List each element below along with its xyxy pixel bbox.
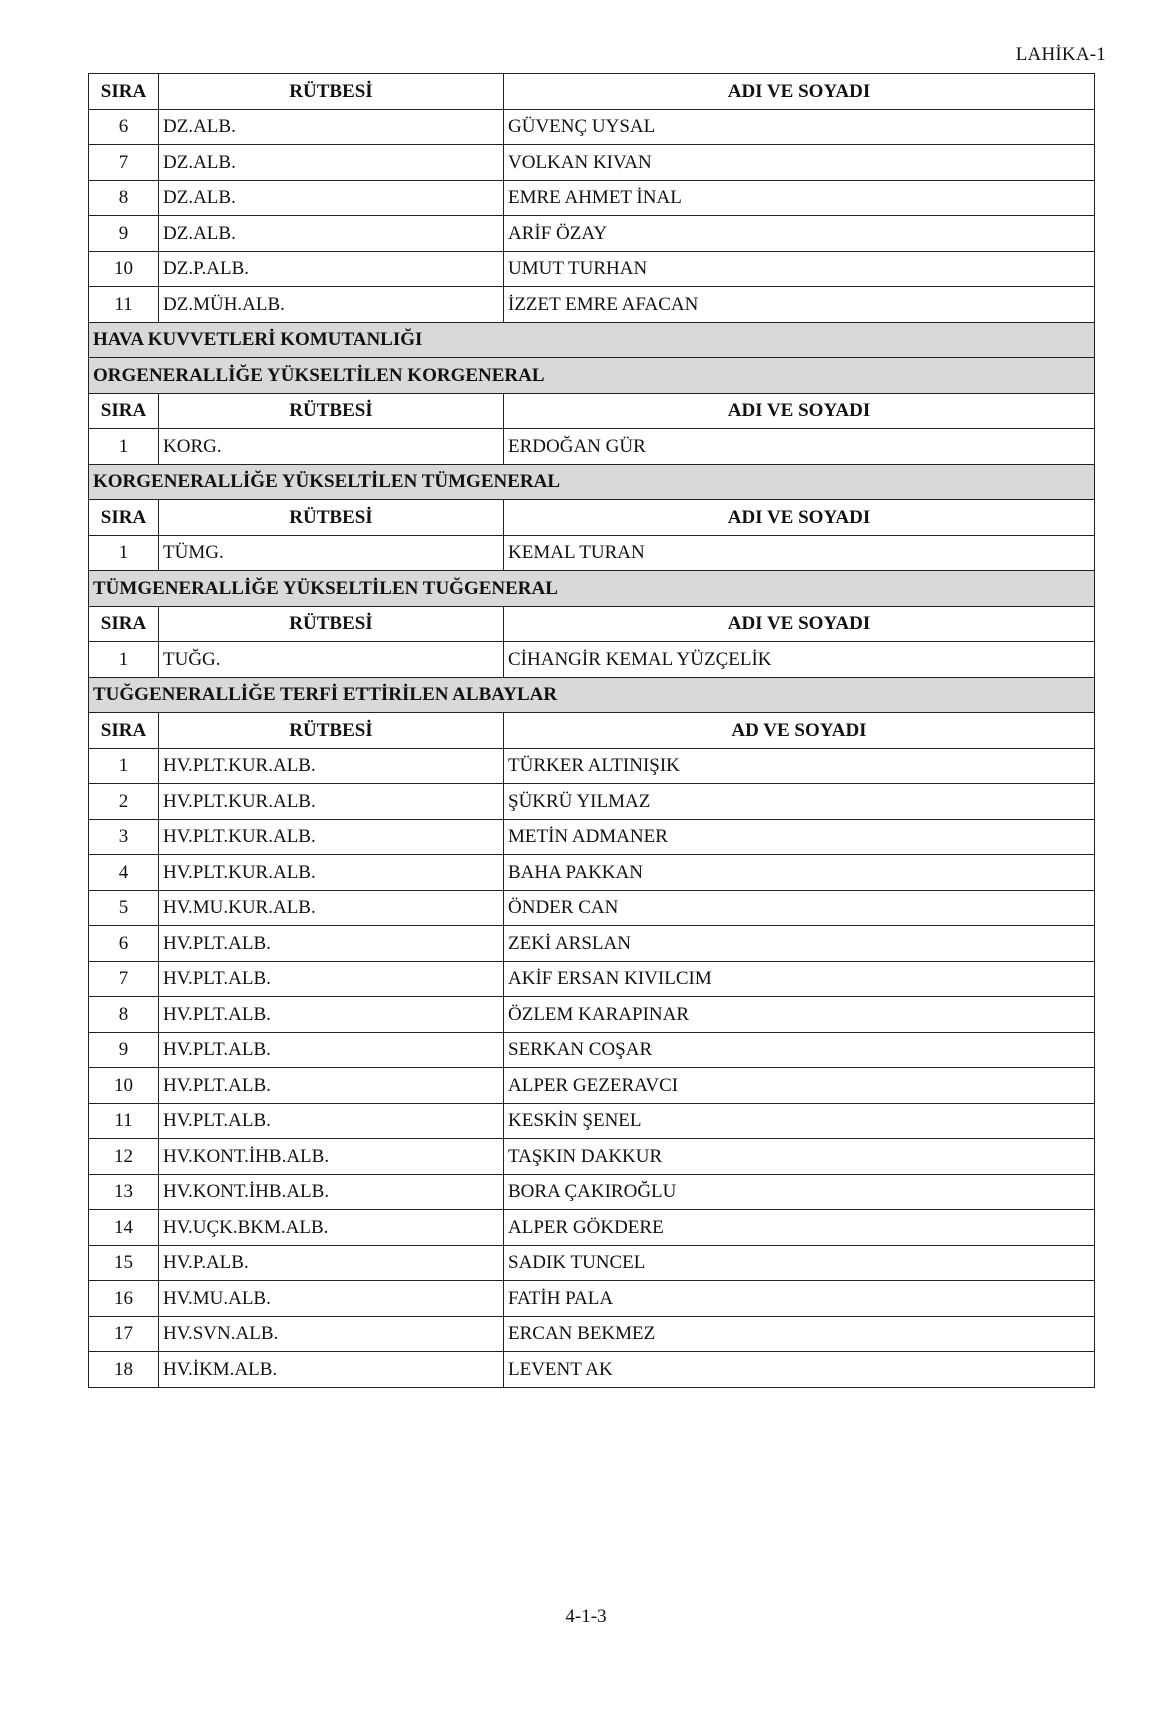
row-sira-cell: 11 — [89, 1103, 159, 1139]
table-row — [89, 1316, 1095, 1352]
row-rank-cell: DZ.MÜH.ALB. — [159, 287, 504, 323]
table-row — [89, 926, 1095, 962]
column-header-sira: SIRA — [89, 500, 159, 536]
row-rank-cell: HV.PLT.ALB. — [159, 1032, 504, 1068]
table-row — [89, 784, 1095, 820]
row-name-cell: VOLKAN KIVAN — [504, 145, 1095, 181]
section-heading: ORGENERALLİĞE YÜKSELTİLEN KORGENERAL — [89, 358, 1095, 394]
table-row — [89, 642, 1095, 678]
row-name-cell: ERCAN BEKMEZ — [504, 1316, 1095, 1352]
table-row — [89, 429, 1095, 465]
row-sira-cell: 6 — [89, 926, 159, 962]
row-name-cell: SADIK TUNCEL — [504, 1245, 1095, 1281]
personnel-table-body — [89, 74, 1095, 1388]
section-heading-row — [89, 677, 1095, 713]
row-name-cell: ALPER GEZERAVCI — [504, 1068, 1095, 1104]
row-rank-cell: KORG. — [159, 429, 504, 465]
column-header-rank: RÜTBESİ — [159, 713, 504, 749]
row-sira-cell: 1 — [89, 535, 159, 571]
row-rank-cell: DZ.ALB. — [159, 109, 504, 145]
table-row — [89, 855, 1095, 891]
row-name-cell: KEMAL TURAN — [504, 535, 1095, 571]
row-name-cell: ALPER GÖKDERE — [504, 1210, 1095, 1246]
row-name-cell: UMUT TURHAN — [504, 251, 1095, 287]
row-sira-cell: 13 — [89, 1174, 159, 1210]
column-header-rank: RÜTBESİ — [159, 606, 504, 642]
row-name-cell: ZEKİ ARSLAN — [504, 926, 1095, 962]
row-sira-cell: 10 — [89, 251, 159, 287]
row-name-cell: ÖNDER CAN — [504, 890, 1095, 926]
row-rank-cell: HV.PLT.ALB. — [159, 1068, 504, 1104]
section-heading-row — [89, 358, 1095, 394]
column-header-name: ADI VE SOYADI — [504, 74, 1095, 110]
row-rank-cell: DZ.ALB. — [159, 145, 504, 181]
row-rank-cell: HV.UÇK.BKM.ALB. — [159, 1210, 504, 1246]
row-rank-cell: HV.MU.KUR.ALB. — [159, 890, 504, 926]
section-heading: TUĞGENERALLİĞE TERFİ ETTİRİLEN ALBAYLAR — [89, 677, 1095, 713]
row-rank-cell: HV.PLT.ALB. — [159, 926, 504, 962]
row-rank-cell: HV.PLT.KUR.ALB. — [159, 748, 504, 784]
table-row — [89, 748, 1095, 784]
row-name-cell: İZZET EMRE AFACAN — [504, 287, 1095, 323]
row-sira-cell: 1 — [89, 748, 159, 784]
row-name-cell: CİHANGİR KEMAL YÜZÇELİK — [504, 642, 1095, 678]
row-sira-cell: 7 — [89, 961, 159, 997]
table-row — [89, 1103, 1095, 1139]
row-sira-cell: 16 — [89, 1281, 159, 1317]
column-header-sira: SIRA — [89, 606, 159, 642]
row-name-cell: KESKİN ŞENEL — [504, 1103, 1095, 1139]
column-header-rank: RÜTBESİ — [159, 74, 504, 110]
row-sira-cell: 18 — [89, 1352, 159, 1388]
table-header-row — [89, 500, 1095, 536]
column-header-sira: SIRA — [89, 713, 159, 749]
row-rank-cell: HV.P.ALB. — [159, 1245, 504, 1281]
row-name-cell: BORA ÇAKIROĞLU — [504, 1174, 1095, 1210]
row-rank-cell: DZ.ALB. — [159, 180, 504, 216]
row-sira-cell: 10 — [89, 1068, 159, 1104]
row-sira-cell: 1 — [89, 642, 159, 678]
row-rank-cell: HV.KONT.İHB.ALB. — [159, 1139, 504, 1175]
table-row — [89, 1032, 1095, 1068]
annex-label: LAHİKA-1 — [1015, 44, 1106, 65]
section-heading: TÜMGENERALLİĞE YÜKSELTİLEN TUĞGENERAL — [89, 571, 1095, 607]
row-rank-cell: HV.PLT.KUR.ALB. — [159, 855, 504, 891]
table-row — [89, 997, 1095, 1033]
row-sira-cell: 17 — [89, 1316, 159, 1352]
table-header-row — [89, 74, 1095, 110]
row-rank-cell: HV.İKM.ALB. — [159, 1352, 504, 1388]
row-name-cell: GÜVENÇ UYSAL — [504, 109, 1095, 145]
row-sira-cell: 15 — [89, 1245, 159, 1281]
page-number: 4-1-3 — [565, 1606, 607, 1627]
column-header-sira: SIRA — [89, 393, 159, 429]
row-name-cell: TÜRKER ALTINIŞIK — [504, 748, 1095, 784]
table-row — [89, 287, 1095, 323]
table-row — [89, 1352, 1095, 1388]
row-rank-cell: DZ.ALB. — [159, 216, 504, 252]
row-sira-cell: 11 — [89, 287, 159, 323]
column-header-name: ADI VE SOYADI — [504, 606, 1095, 642]
row-name-cell: METİN ADMANER — [504, 819, 1095, 855]
row-name-cell: TAŞKIN DAKKUR — [504, 1139, 1095, 1175]
column-header-name: ADI VE SOYADI — [504, 500, 1095, 536]
row-rank-cell: HV.MU.ALB. — [159, 1281, 504, 1317]
section-heading-row — [89, 464, 1095, 500]
row-rank-cell: HV.SVN.ALB. — [159, 1316, 504, 1352]
table-row — [89, 145, 1095, 181]
table-row — [89, 1245, 1095, 1281]
row-rank-cell: TUĞG. — [159, 642, 504, 678]
row-sira-cell: 7 — [89, 145, 159, 181]
row-sira-cell: 9 — [89, 1032, 159, 1068]
row-sira-cell: 6 — [89, 109, 159, 145]
row-sira-cell: 3 — [89, 819, 159, 855]
row-sira-cell: 8 — [89, 180, 159, 216]
table-row — [89, 1281, 1095, 1317]
table-row — [89, 890, 1095, 926]
table-row — [89, 216, 1095, 252]
row-name-cell: ŞÜKRÜ YILMAZ — [504, 784, 1095, 820]
row-name-cell: LEVENT AK — [504, 1352, 1095, 1388]
table-row — [89, 109, 1095, 145]
column-header-sira: SIRA — [89, 74, 159, 110]
row-sira-cell: 4 — [89, 855, 159, 891]
row-sira-cell: 12 — [89, 1139, 159, 1175]
table-row — [89, 1174, 1095, 1210]
row-rank-cell: HV.PLT.ALB. — [159, 961, 504, 997]
row-name-cell: AKİF ERSAN KIVILCIM — [504, 961, 1095, 997]
row-rank-cell: HV.PLT.ALB. — [159, 1103, 504, 1139]
row-name-cell: ERDOĞAN GÜR — [504, 429, 1095, 465]
column-header-name: AD VE SOYADI — [504, 713, 1095, 749]
row-rank-cell: HV.KONT.İHB.ALB. — [159, 1174, 504, 1210]
column-header-name: ADI VE SOYADI — [504, 393, 1095, 429]
row-sira-cell: 1 — [89, 429, 159, 465]
table-row — [89, 819, 1095, 855]
table-header-row — [89, 393, 1095, 429]
row-sira-cell: 2 — [89, 784, 159, 820]
row-sira-cell: 8 — [89, 997, 159, 1033]
row-rank-cell: HV.PLT.KUR.ALB. — [159, 819, 504, 855]
table-row — [89, 180, 1095, 216]
section-heading: KORGENERALLİĞE YÜKSELTİLEN TÜMGENERAL — [89, 464, 1095, 500]
row-name-cell: SERKAN COŞAR — [504, 1032, 1095, 1068]
table-row — [89, 1068, 1095, 1104]
row-rank-cell: HV.PLT.ALB. — [159, 997, 504, 1033]
section-heading-row — [89, 571, 1095, 607]
table-row — [89, 251, 1095, 287]
row-sira-cell: 14 — [89, 1210, 159, 1246]
table-header-row — [89, 713, 1095, 749]
table-row — [89, 1210, 1095, 1246]
row-name-cell: BAHA PAKKAN — [504, 855, 1095, 891]
command-heading: HAVA KUVVETLERİ KOMUTANLIĞI — [89, 322, 1095, 358]
row-name-cell: EMRE AHMET İNAL — [504, 180, 1095, 216]
row-rank-cell: TÜMG. — [159, 535, 504, 571]
row-name-cell: ÖZLEM KARAPINAR — [504, 997, 1095, 1033]
row-name-cell: FATİH PALA — [504, 1281, 1095, 1317]
table-row — [89, 1139, 1095, 1175]
table-row — [89, 535, 1095, 571]
table-header-row — [89, 606, 1095, 642]
column-header-rank: RÜTBESİ — [159, 393, 504, 429]
row-name-cell: ARİF ÖZAY — [504, 216, 1095, 252]
command-heading-row — [89, 322, 1095, 358]
row-rank-cell: HV.PLT.KUR.ALB. — [159, 784, 504, 820]
row-sira-cell: 9 — [89, 216, 159, 252]
row-rank-cell: DZ.P.ALB. — [159, 251, 504, 287]
row-sira-cell: 5 — [89, 890, 159, 926]
personnel-table — [88, 73, 1095, 1388]
table-row — [89, 961, 1095, 997]
column-header-rank: RÜTBESİ — [159, 500, 504, 536]
